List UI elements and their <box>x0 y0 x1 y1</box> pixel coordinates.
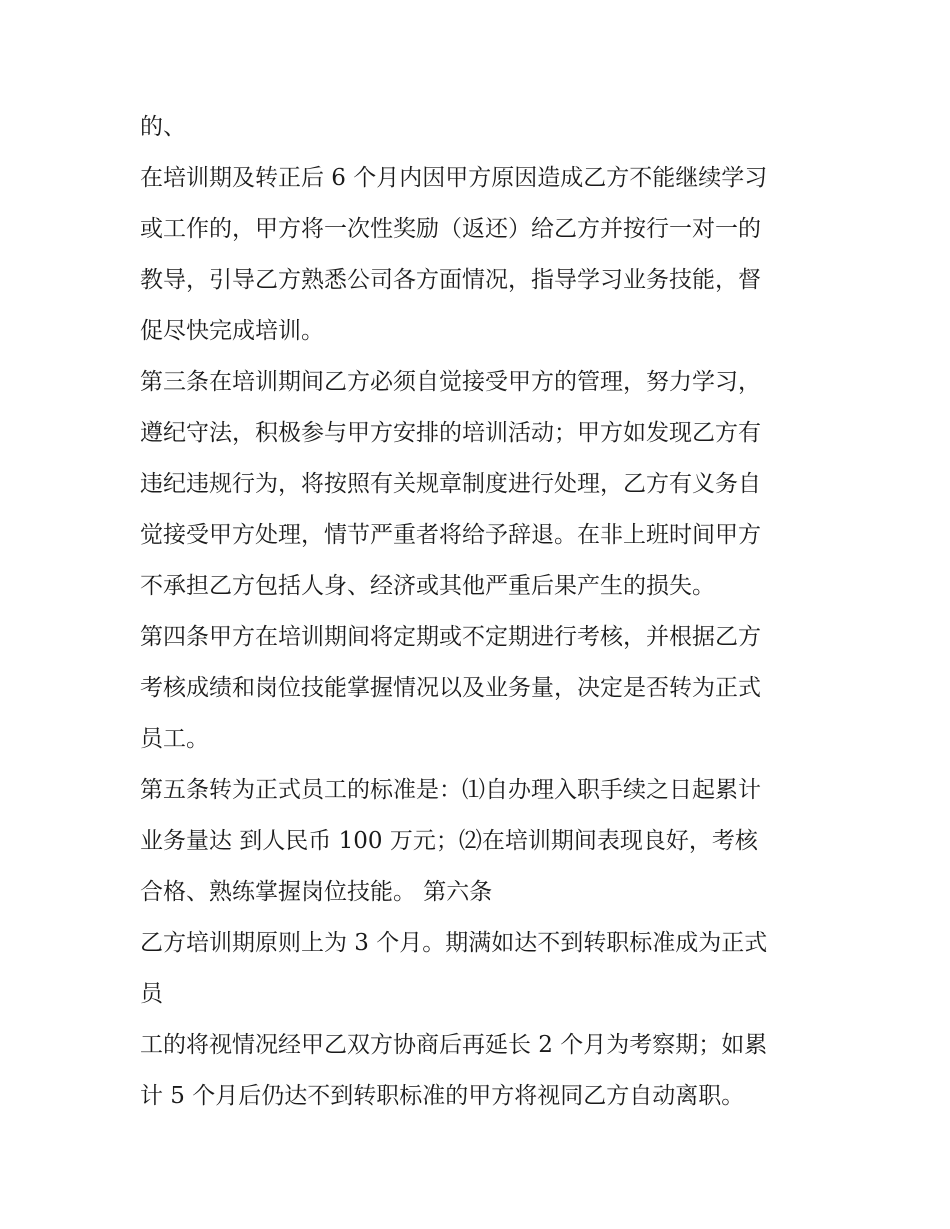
text-line: 考核成绩和岗位技能掌握情况以及业务量，决定是否转为正式 <box>140 675 761 701</box>
text-line: 促尽快完成培训。 <box>140 318 324 344</box>
text-line: 第五条转为正式员工的标准是：⑴自办理入职手续之日起累计 <box>140 777 761 803</box>
text-line: 违纪违规行为，将按照有关规章制度进行处理，乙方有义务自 <box>140 471 761 497</box>
text-line: 计 5 个月后仍达不到转职标准的甲方将视同乙方自动离职。 <box>140 1083 745 1109</box>
text-line: 工的将视情况经甲乙双方协商后再延长 2 个月为考察期；如累 <box>140 1032 768 1058</box>
text-line: 乙方培训期原则上为 3 个月。期满如达不到转职标准成为正式 <box>140 930 768 956</box>
contract-text <box>140 102 820 1122</box>
text-line: 员工。 <box>140 726 209 752</box>
text-line: 第四条甲方在培训期间将定期或不定期进行考核，并根据乙方 <box>140 624 761 650</box>
text-line: 员 <box>140 981 163 1007</box>
text-line: 第三条在培训期间乙方必须自觉接受甲方的管理，努力学习， <box>140 369 761 395</box>
text-line: 不承担乙方包括人身、经济或其他严重后果产生的损失。 <box>140 573 715 599</box>
text-line: 业务量达 到人民币 100 万元；⑵在培训期间表现良好，考核 <box>140 828 758 854</box>
text-line: 或工作的，甲方将一次性奖励（返还）给乙方并按行一对一的 <box>140 216 761 242</box>
text-line: 遵纪守法，积极参与甲方安排的培训活动；甲方如发现乙方有 <box>140 420 761 446</box>
text-line: 的、 <box>140 114 186 140</box>
text-line: 教导，引导乙方熟悉公司各方面情况，指导学习业务技能，督 <box>140 267 761 293</box>
text-line: 在培训期及转正后 6 个月内因甲方原因造成乙方不能继续学习 <box>140 165 768 191</box>
text-line: 觉接受甲方处理，情节严重者将给予辞退。在非上班时间甲方 <box>140 522 761 548</box>
text-line: 合格、熟练掌握岗位技能。 第六条 <box>140 879 493 905</box>
